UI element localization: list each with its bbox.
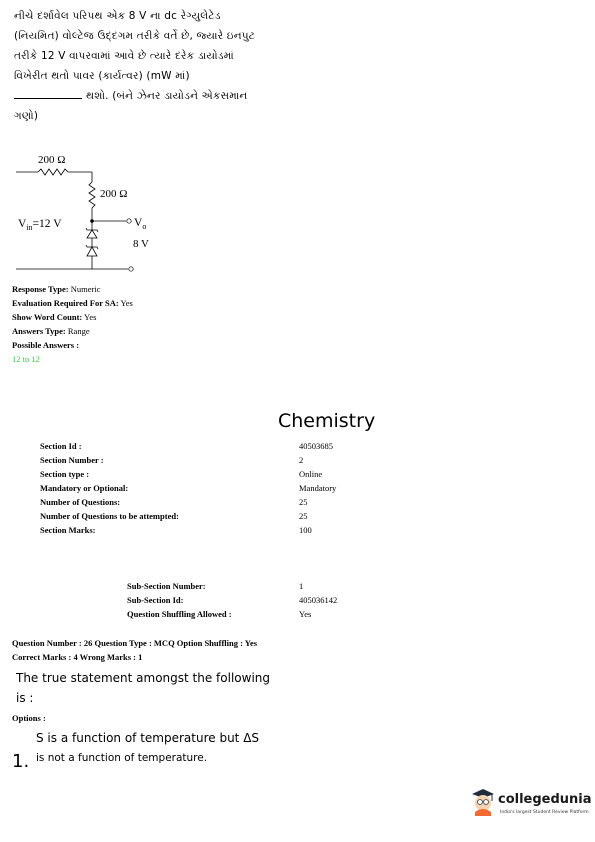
possible-answer-value: 12 to 12 <box>12 354 40 364</box>
section-key: Number of Questions: <box>40 497 121 507</box>
r1-label: 200 Ω <box>38 154 66 166</box>
resistor-r2 <box>89 182 95 208</box>
circuit-diagram <box>10 148 160 276</box>
section-value: 2 <box>299 455 304 465</box>
section-value: 25 <box>299 511 308 521</box>
zener-diode-2 <box>87 247 97 256</box>
section-value: Mandatory <box>299 483 337 493</box>
option-number: 1. <box>12 751 30 772</box>
question-text-gujarati <box>14 6 286 126</box>
question-line: (નિયમિત) વોલ્ટેજ ઉદ્દગમ તરીકે વર્તે છે, જ્યારે ઇનપુટ <box>14 30 256 42</box>
question-line: નીચે દર્શાવેલ પરિપથ એક 8 V ના dc રેગ્યુલેટેડ <box>14 10 221 22</box>
vo-value: 8 V <box>133 238 149 250</box>
subsection-key: Question Shuffling Allowed : <box>127 609 232 619</box>
section-value: 100 <box>299 525 312 535</box>
question-line: વિખેરીત થતો પાવર (કાર્યત્વર) (mW માં) <box>14 70 190 82</box>
section-key: Section Number : <box>40 455 104 465</box>
section-key: Section type : <box>40 469 90 479</box>
section-key: Number of Questions to be attempted: <box>40 511 179 521</box>
section-value: Online <box>299 469 323 479</box>
subsection-key: Sub-Section Id: <box>127 595 184 605</box>
section-key: Section Marks: <box>40 525 96 535</box>
subsection-key: Sub-Section Number: <box>127 581 206 591</box>
response-meta: Response Type: Numeric Evaluation Required For SA: Yes Show Word Count: Yes Answers Type: Range Possible Answers : 12 to 12 <box>12 284 133 364</box>
question-header: Question Number : 26 Question Type : MCQ Option Shuffling : Yes <box>12 638 258 648</box>
subsection-value: 1 <box>299 581 304 591</box>
r2-label: 200 Ω <box>100 188 128 200</box>
subsection-value: 405036142 <box>299 595 338 605</box>
answer-blank <box>14 89 82 99</box>
mascot-icon <box>470 786 496 816</box>
question-text: The true statement amongst the following is : <box>16 671 271 705</box>
question-line: તરીકે 12 V વાપરવામાં આવે છે ત્યારે દરેક ડાયોડમાં <box>14 50 234 62</box>
logo-tagline: India's largest Student Review Platform <box>500 810 589 815</box>
question-marks: Correct Marks : 4 Wrong Marks : 1 <box>12 652 143 662</box>
subsection-value: Yes <box>299 609 312 619</box>
logo-name: collegedunia <box>498 792 592 807</box>
resistor-r1 <box>38 169 68 175</box>
vin-label: $V_{in}=12$ V <box>18 218 62 232</box>
section-key: Section Id : <box>40 441 82 451</box>
zener-diode-1 <box>87 230 97 238</box>
question-line: થશો. (બંને ઝેનર ડાયોડને એકસમાન <box>14 86 286 106</box>
options-label: Options : <box>12 713 46 723</box>
question-line: ગણો) <box>14 110 39 122</box>
vo-label: $V_o$ <box>134 217 147 231</box>
section-value: 25 <box>299 497 308 507</box>
option-text[interactable]: S is a function of temperature but ΔS is not a function of temperature. <box>36 731 260 764</box>
section-key: Mandatory or Optional: <box>40 483 129 493</box>
section-value: 40503685 <box>299 441 333 451</box>
collegedunia-logo <box>470 784 592 824</box>
section-title: Chemistry <box>278 410 376 432</box>
